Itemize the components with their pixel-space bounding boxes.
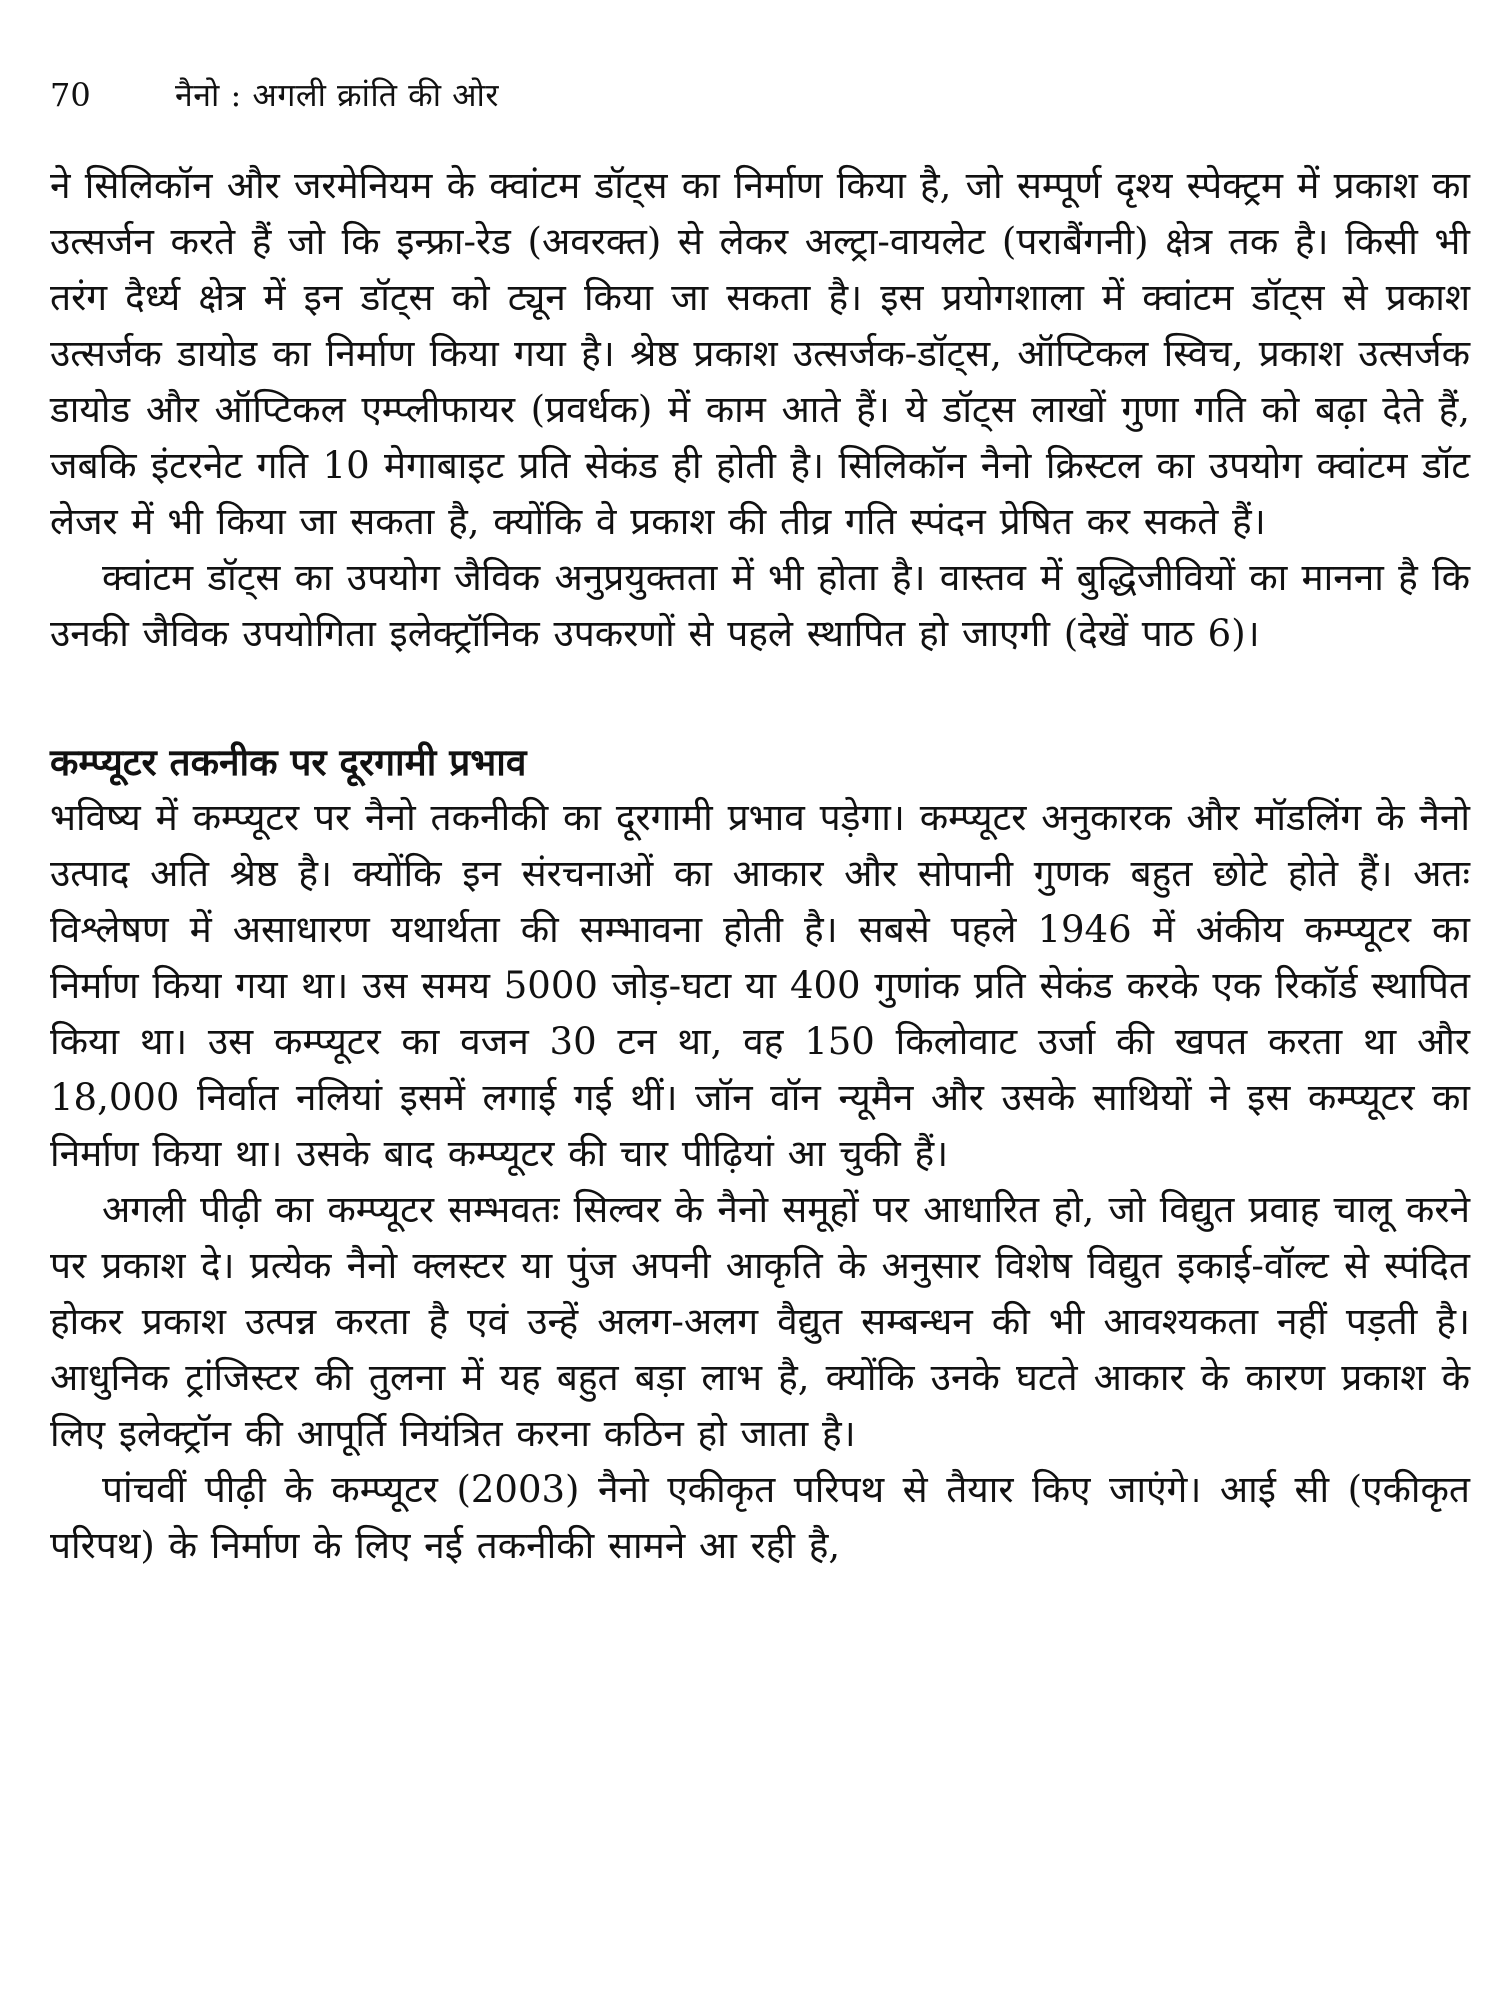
paragraph-next-generation: अगली पीढ़ी का कम्प्यूटर सम्भवतः सिल्वर के नैनो समूहों पर आधारित हो, जो विद्युत प्रवाह चालू करने पर प्रकाश दे। प्रत्येक नैनो क्लस्टर या पुंज अपनी आकृति के अनुसार विशेष विद्युत इकाई-वॉल्ट से स्पंदित होकर प्रकाश उत्पन्न करता है एवं उन्हें अलग-अलग वैद्युत सम्बन्धन की भी आवश्यकता नहीं पड़ती है। आधुनिक ट्रांजिस्टर की तुलना में यह बहुत बड़ा लाभ है, क्योंकि उनके घटते आकार के कारण प्रकाश के लिए इलेक्ट्रॉन की आपूर्ति नियंत्रित करना कठिन हो जाता है। — [50, 1188, 1470, 1455]
paragraph-fifth-generation: पांचवीं पीढ़ी के कम्प्यूटर (2003) नैनो एकीकृत परिपथ से तैयार किए जाएंगे। आई सी (एकीकृत परिपथ) के निर्माण के लिए नई तकनीकी सामने आ रही है, — [50, 1468, 1470, 1567]
paragraph-continued: ने सिलिकॉन और जरमेनियम के क्वांटम डॉट्स का निर्माण किया है, जो सम्पूर्ण दृश्य स्पेक्ट्रम में प्रकाश का उत्सर्जन करते हैं जो कि इन्फ्रा-रेड (अवरक्त) से लेकर अल्ट्रा-वायलेट (पराबैंगनी) क्षेत्र तक है। किसी भी तरंग दैर्ध्य क्षेत्र में इन डॉट्स को ट्यून किया जा सकता है। इस प्रयोगशाला में क्वांटम डॉट्स से प्रकाश उत्सर्जक डायोड का निर्माण किया गया है। श्रेष्ठ प्रकाश उत्सर्जक-डॉट्स, ऑप्टिकल स्विच, प्रकाश उत्सर्जक डायोड और ऑप्टिकल एम्प्लीफायर (प्रवर्धक) में काम आते हैं। ये डॉट्स लाखों गुणा गति को बढ़ा देते हैं, जबकि इंटरनेट गति 10 मेगाबाइट प्रति सेकंड ही होती है। सिलिकॉन नैनो क्रिस्टल का उपयोग क्वांटम डॉट लेजर में भी किया जा सकता है, क्योंकि वे प्रकाश की तीव्र गति स्पंदन प्रेषित कर सकते हैं। — [50, 164, 1470, 543]
running-title: नैनो : अगली क्रांति की ओर — [175, 76, 499, 114]
section-heading: कम्प्यूटर तकनीक पर दूरगामी प्रभाव — [50, 740, 527, 784]
paragraph-computer-impact: भविष्य में कम्प्यूटर पर नैनो तकनीकी का दूरगामी प्रभाव पड़ेगा। कम्प्यूटर अनुकारक और मॉडलिंग के नैनो उत्पाद अति श्रेष्ठ है। क्योंकि इन संरचनाओं का आकार और सोपानी गुणक बहुत छोटे होते हैं। अतः विश्लेषण में असाधारण यथार्थता की सम्भावना होती है। सबसे पहले 1946 में अंकीय कम्प्यूटर का निर्माण किया गया था। उस समय 5000 जोड़-घटा या 400 गुणांक प्रति सेकंड करके एक रिकॉर्ड स्थापित किया था। उस कम्प्यूटर का वजन 30 टन था, वह 150 किलोवाट उर्जा की खपत करता था और 18,000 निर्वात नलियां इसमें लगाई गई थीं। जॉन वॉन न्यूमैन और उसके साथियों ने इस कम्प्यूटर का निर्माण किया था। उसके बाद कम्प्यूटर की चार पीढ़ियां आ चुकी हैं। — [50, 796, 1470, 1175]
page-number: 70 — [50, 76, 91, 114]
paragraph-quantum-dots-biological: क्वांटम डॉट्स का उपयोग जैविक अनुप्रयुक्तता में भी होता है। वास्तव में बुद्धिजीवियों का मानना है कि उनकी जैविक उपयोगिता इलेक्ट्रॉनिक उपकरणों से पहले स्थापित हो जाएगी (देखें पाठ 6)। — [50, 556, 1470, 655]
page-body — [50, 158, 1470, 1574]
section-spacer — [50, 662, 1470, 734]
running-header — [50, 70, 1470, 120]
